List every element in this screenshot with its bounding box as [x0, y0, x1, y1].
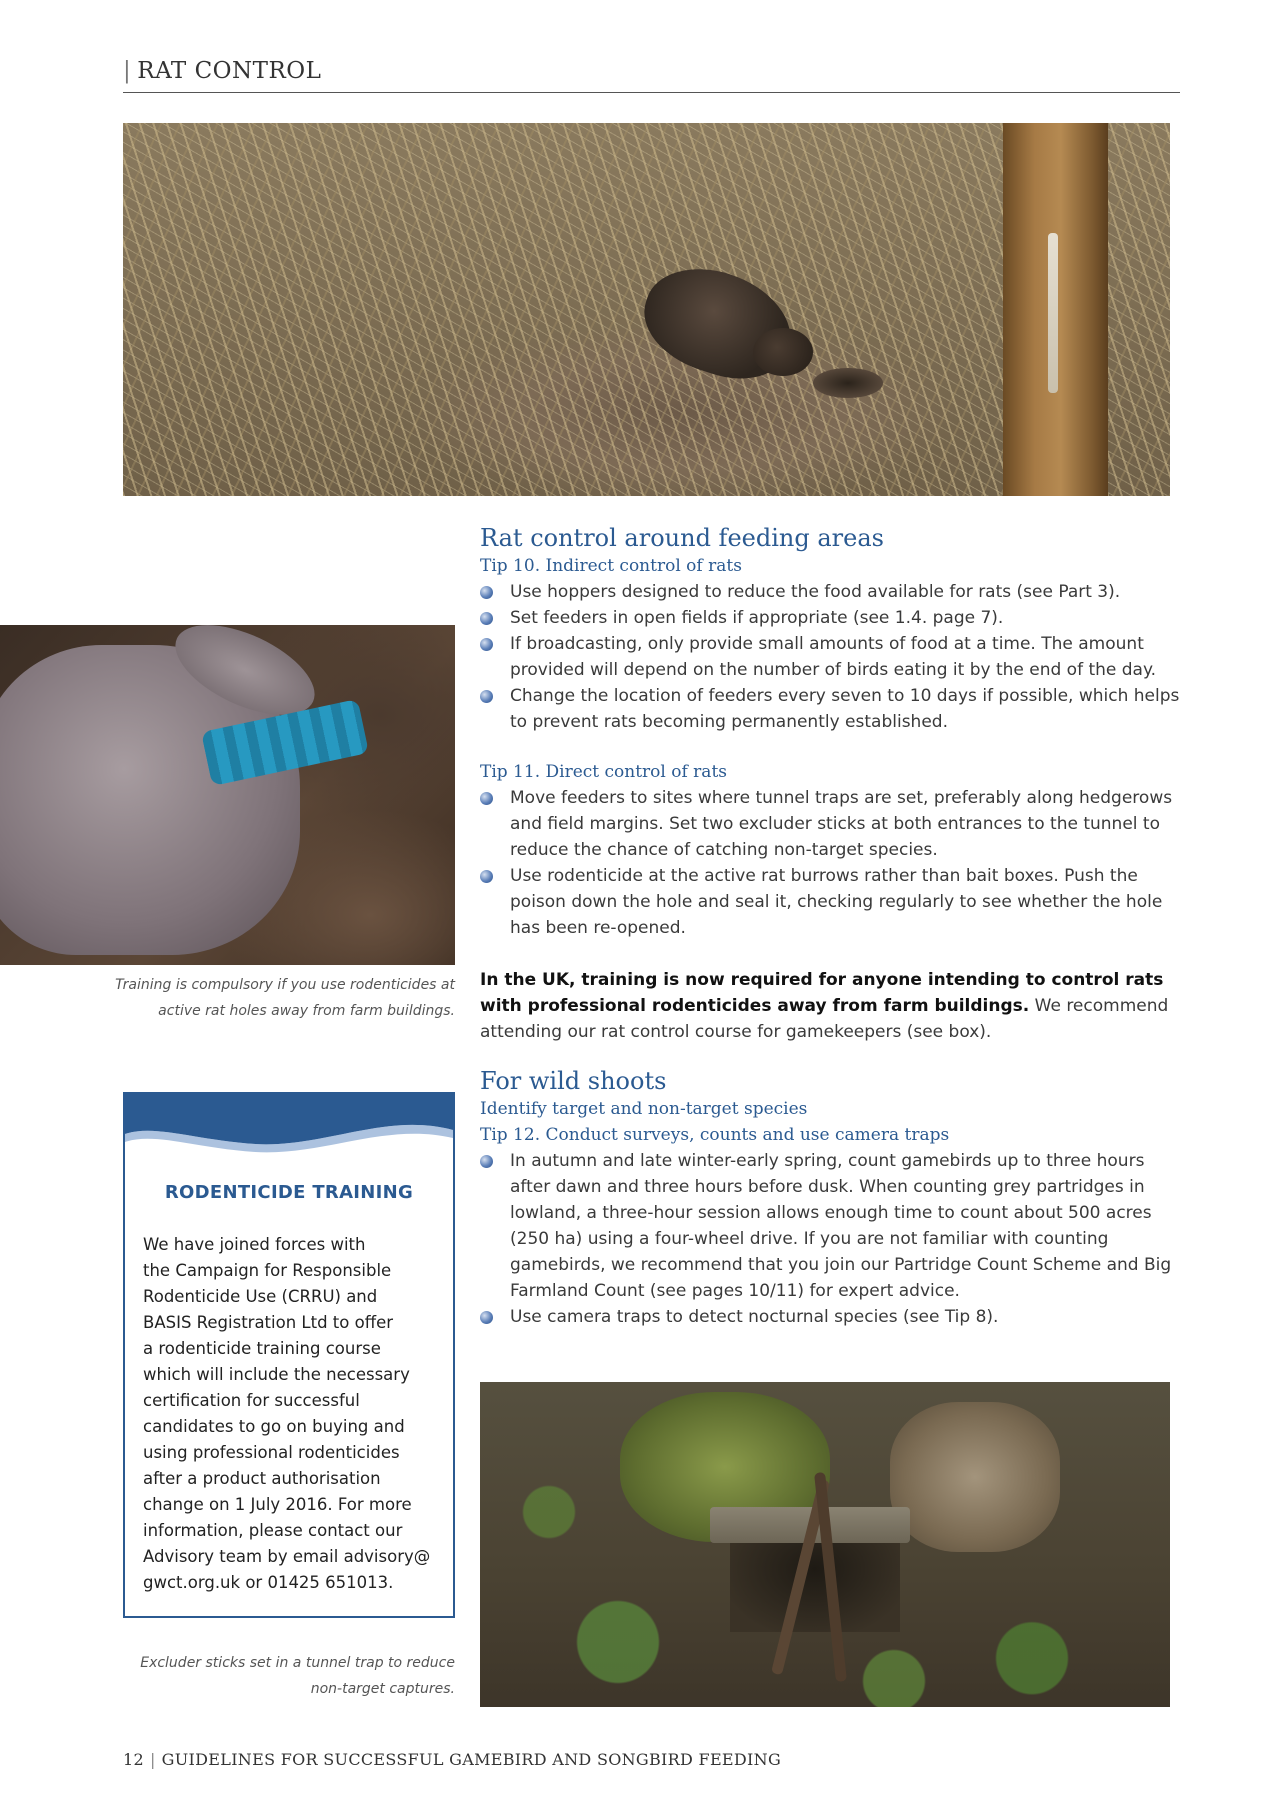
bullet-icon [480, 586, 493, 599]
training-rest-text: We recommend attending our rat control course for gamekeepers (see box). [480, 996, 1169, 1042]
tip12-list [480, 1148, 1180, 1330]
box-title: RODENTICIDE TRAINING [164, 1182, 414, 1203]
page-header [123, 58, 1180, 93]
glove-bait-photo [0, 625, 455, 965]
training-paragraph [480, 967, 1180, 1045]
wild-shoots-section [480, 1066, 1180, 1330]
page-number: 12 [123, 1750, 144, 1769]
post-marking [1048, 233, 1058, 393]
tunnel-trap-photo [480, 1382, 1170, 1707]
bullet-icon [480, 612, 493, 625]
list-item: Use camera traps to detect nocturnal species (see Tip 8). [480, 1304, 1180, 1330]
tunnel-opening [730, 1542, 900, 1632]
list-item: Use hoppers designed to reduce the food available for rats (see Part 3). [480, 579, 1180, 605]
wild-subheading: Identify target and non-target species [480, 1099, 808, 1119]
header-section-title: RAT CONTROL [137, 58, 322, 84]
tip11-list [480, 785, 1180, 941]
rat-head [753, 328, 813, 376]
bullet-icon [480, 690, 493, 703]
glove-photo-caption: Training is compulsory if you use rodenticides at active rat holes away from farm buildings. [115, 977, 455, 1019]
list-item: Change the location of feeders every seven to 10 days if possible, which helps to prevent rats becoming permanently established. [480, 683, 1180, 735]
bullet-icon [480, 1155, 493, 1168]
tip10-title: Tip 10. Indirect control of rats [480, 556, 742, 576]
list-item: Move feeders to sites where tunnel traps are set, preferably along hedgerows and field margins. Set two excluder sticks at both entrances to the tunnel to reduce the chance of catching non-target species. [480, 785, 1180, 863]
tree-stump [890, 1402, 1060, 1552]
tip10-list [480, 579, 1180, 735]
bullet-icon [480, 638, 493, 651]
page-footer [123, 1750, 781, 1769]
bullet-icon [480, 792, 493, 805]
feeding-heading: Rat control around feeding areas [480, 524, 884, 552]
tip12-title: Tip 12. Conduct surveys, counts and use camera traps [480, 1125, 950, 1145]
bullet-icon [480, 1311, 493, 1324]
bullet-icon [480, 870, 493, 883]
tip11-title: Tip 11. Direct control of rats [480, 762, 727, 782]
list-item: In autumn and late winter-early spring, count gamebirds up to three hours after dawn and three hours before dusk. When counting grey partridges in lowland, a three-hour session allows enough time to count about 500 acres (250 ha) using a four-wheel drive. If you are not familiar with counting gamebirds, we recommend that you join our Partridge Count Scheme and Big Farmland Count (see pages 10/11) for expert advice. [480, 1148, 1180, 1304]
box-wave-banner [125, 1094, 453, 1164]
list-item: If broadcasting, only provide small amounts of food at a time. The amount provided will depend on the number of birds eating it by the end of the day. [480, 631, 1180, 683]
list-item: Set feeders in open fields if appropriate (see 1.4. page 7). [480, 605, 1180, 631]
training-bold-text: In the UK, training is now required for anyone intending to control rats with professional rodenticides away from farm buildings. [480, 970, 1164, 1016]
trap-photo-caption: Excluder sticks set in a tunnel trap to reduce non-target captures. [140, 1655, 455, 1697]
publication-title: GUIDELINES FOR SUCCESSFUL GAMEBIRD AND SONGBIRD FEEDING [161, 1750, 782, 1769]
wild-heading: For wild shoots [480, 1067, 667, 1095]
rodenticide-training-box [123, 1092, 455, 1618]
footer-divider: | [149, 1750, 156, 1769]
header-divider: | [123, 58, 132, 84]
feeding-section [480, 523, 1180, 1045]
list-item: Use rodenticide at the active rat burrows rather than bait boxes. Push the poison down the hole and seal it, checking regularly to see whether the hole has been re-opened. [480, 863, 1180, 941]
box-body: We have joined forces with the Campaign for Responsible Rodenticide Use (CRRU) and BASIS Registration Ltd to offer a rodenticide training course which will include the necessary certification for successful candidates to go on buying and using professional rodenticides after a product authorisation change on 1 July 2016. For more information, please contact our Advisory team by email advisory@ gwct.org.uk or 01425 651013. [143, 1235, 431, 1592]
burrow-hole [813, 368, 883, 398]
rat-photo [123, 123, 1170, 496]
